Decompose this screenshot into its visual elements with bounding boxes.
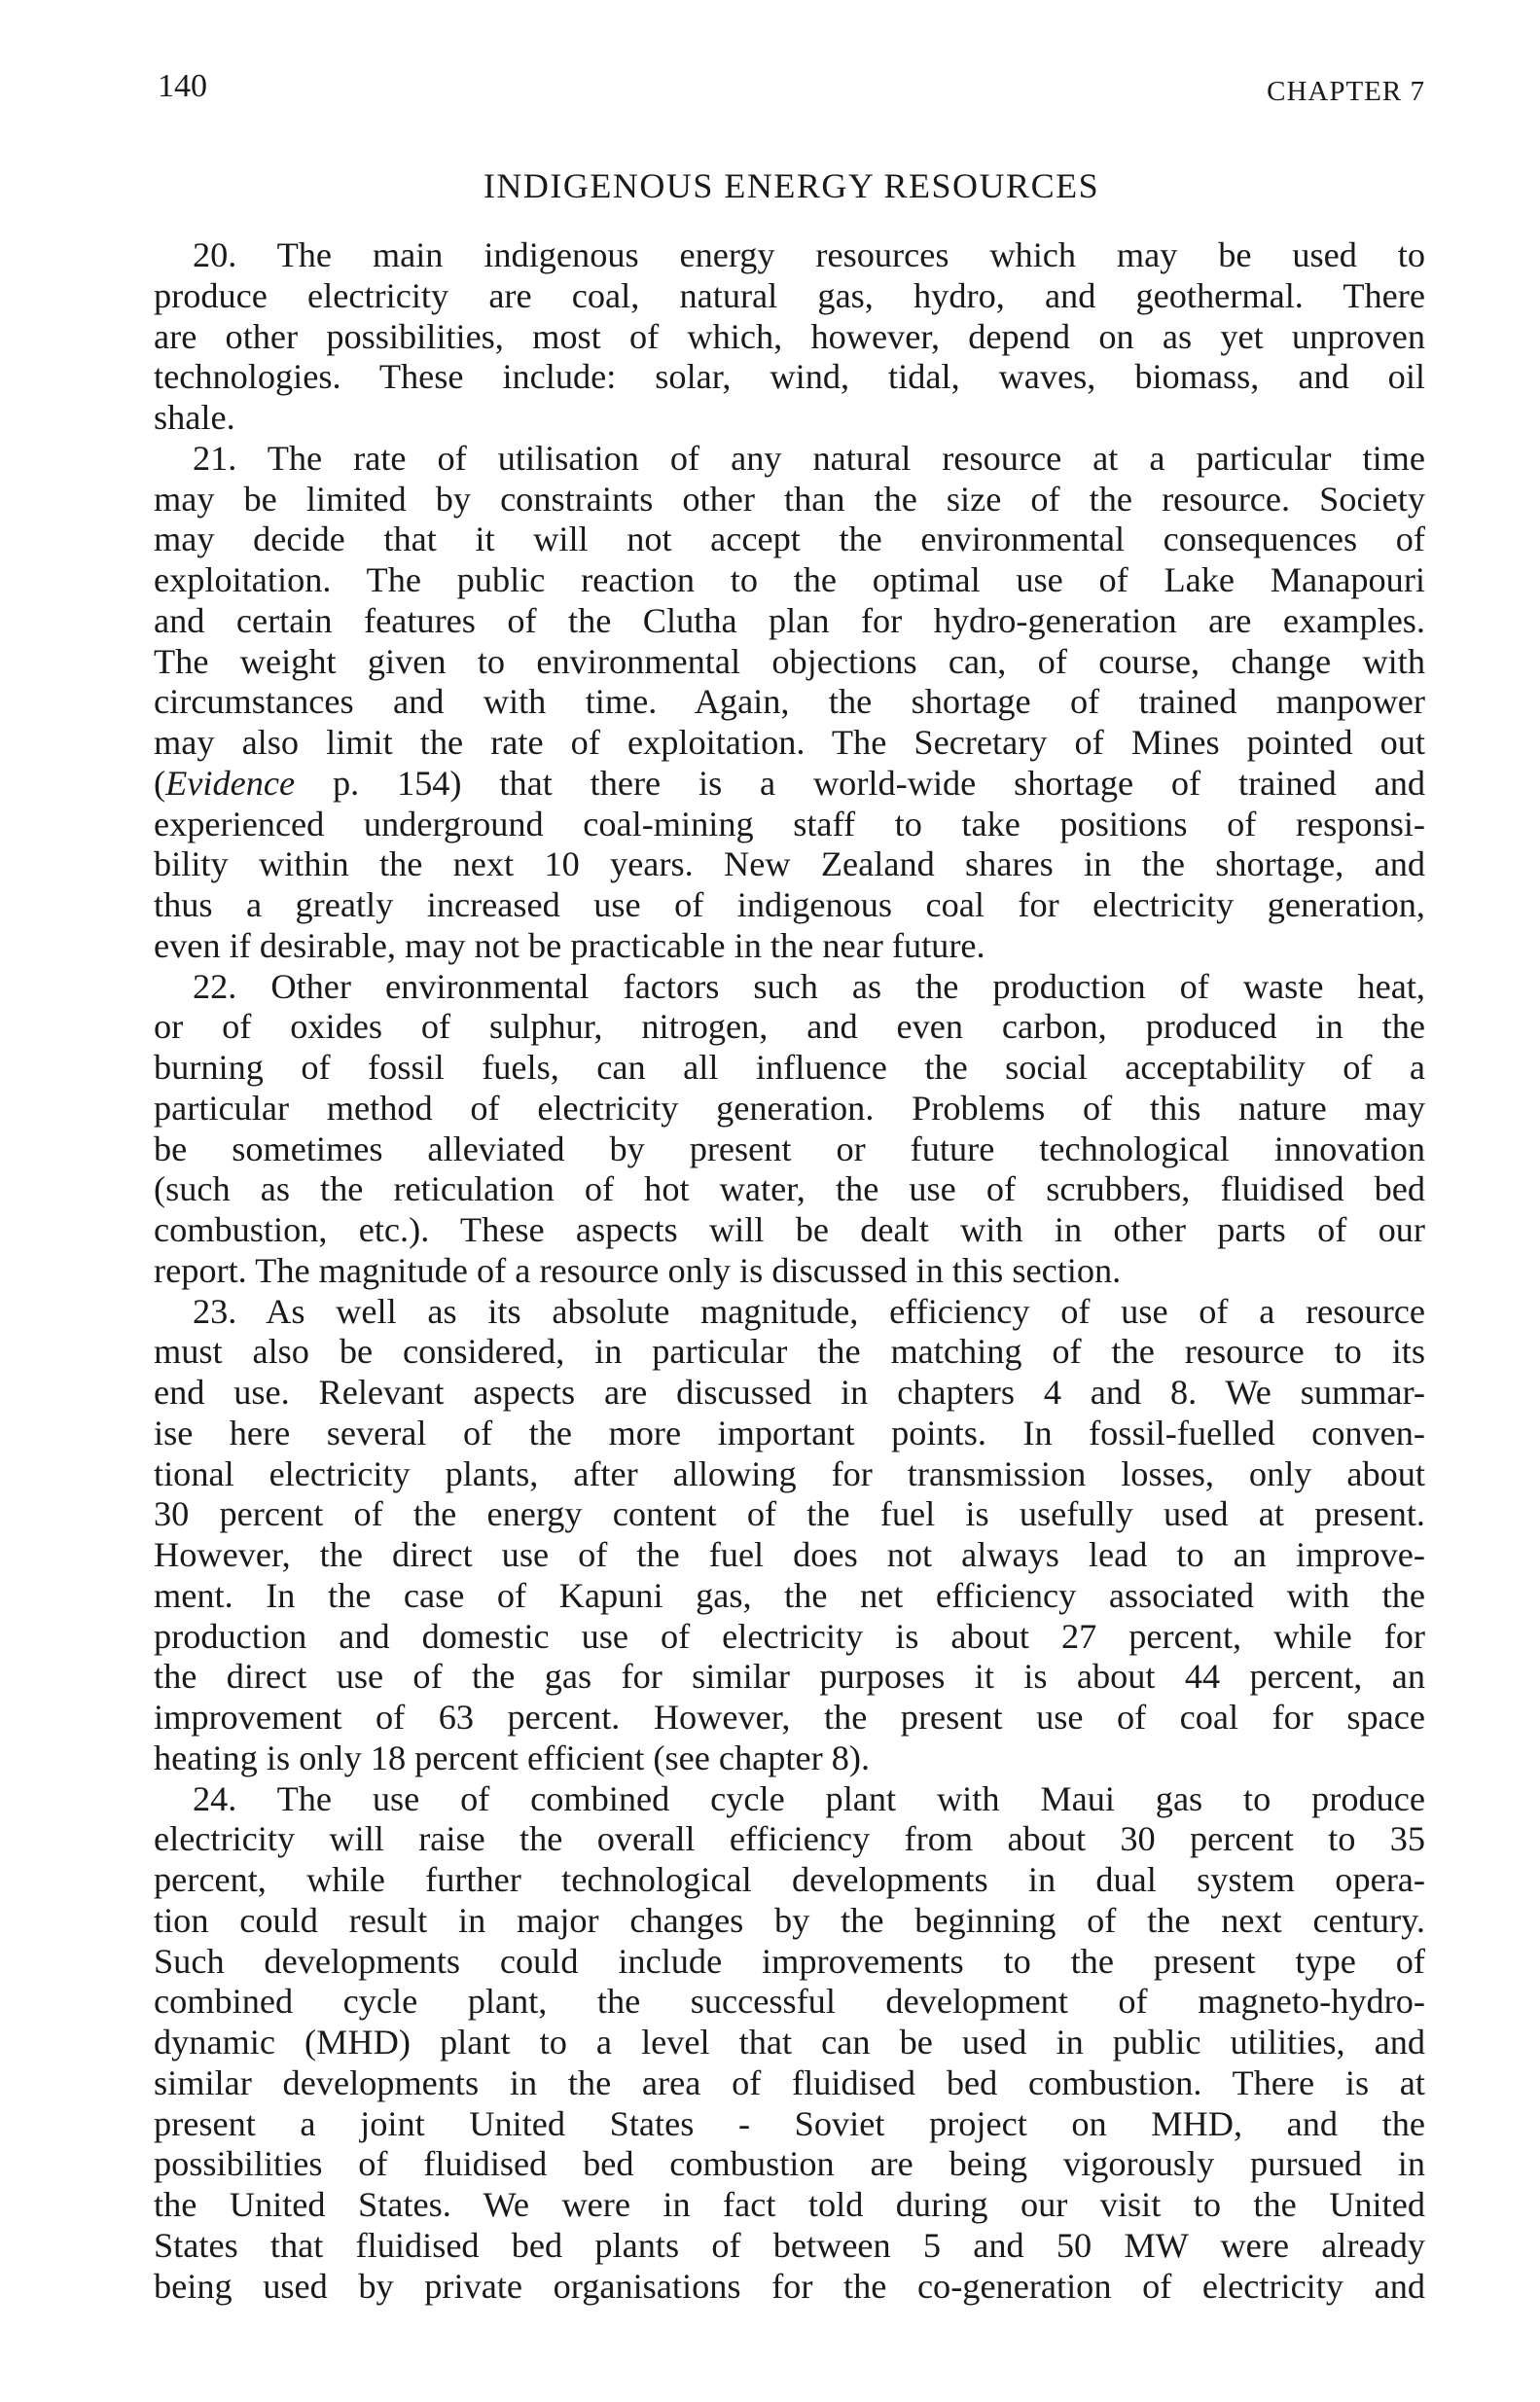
section-title: INDIGENOUS ENERGY RESOURCES — [483, 166, 1100, 205]
paragraph-line: combustion, etc.). These aspects will be dealt with in other parts of our — [154, 1210, 1425, 1249]
paragraph-line: exploitation. The public reaction to the optimal use of Lake Manapouri — [154, 560, 1425, 599]
paragraph-line: (Evidence p. 154) that there is a world-wide shortage of trained and — [154, 763, 1425, 803]
paragraph-line: or of oxides of sulphur, nitrogen, and even carbon, produced in the — [154, 1007, 1425, 1047]
paragraph-line: thus a greatly increased use of indigenous coal for electricity generation, — [154, 885, 1425, 924]
paragraph-line: ment. In the case of Kapuni gas, the net efficiency associated with the — [154, 1575, 1425, 1615]
paragraph-line: are other possibilities, most of which, however, depend on as yet unproven — [154, 316, 1425, 356]
paragraph-number: 20. — [193, 235, 237, 274]
paragraph-line: may decide that it will not accept the environmental consequences of — [154, 520, 1425, 559]
paragraph-line: burning of fossil fuels, can all influence the social acceptability of a — [154, 1048, 1425, 1087]
evidence-citation: Evidence — [165, 763, 296, 803]
paragraph-line: ise here several of the more important points. In fossil-fuelled conven- — [154, 1413, 1425, 1452]
paragraph-number: 24. — [193, 1778, 237, 1818]
paragraph-number: 22. — [193, 966, 237, 1006]
paragraph-line: States that fluidised bed plants of between 5 and 50 MW were already — [154, 2225, 1425, 2265]
paragraph-line: production and domestic use of electricity is about 27 percent, while for — [154, 1616, 1425, 1656]
paragraph-line: must also be considered, in particular the matching of the resource to its — [154, 1332, 1425, 1372]
paragraph-line: circumstances and with time. Again, the shortage of trained manpower — [154, 682, 1425, 722]
paragraph-line: present a joint United States - Soviet project on MHD, and the — [154, 2103, 1425, 2143]
paragraph-line: may be limited by constraints other than the size of the resource. Society — [154, 479, 1425, 519]
paragraph-line: The weight given to environmental objections can, of course, change with — [154, 641, 1425, 681]
paragraph-line: shale. — [154, 398, 235, 437]
paragraph-line: 30 percent of the energy content of the fuel is usefully used at present. — [154, 1494, 1425, 1534]
paragraph-line: electricity will raise the overall efficiency from about 30 percent to 35 — [154, 1819, 1425, 1859]
paragraph-line: bility within the next 10 years. New Zealand shares in the shortage, and — [154, 844, 1425, 884]
paragraph-23 — [154, 1292, 1425, 1779]
paragraph-line: the direct use of the gas for similar purposes it is about 44 percent, an — [154, 1657, 1425, 1697]
chapter-label: CHAPTER 7 — [1267, 76, 1425, 107]
paragraph-line: produce electricity are coal, natural gas, hydro, and geothermal. There — [154, 275, 1425, 315]
paragraph-line: 24. The use of combined cycle plant with Maui gas to produce — [193, 1778, 1426, 1818]
paragraph-line: Such developments could include improvements to the present type of — [154, 1941, 1425, 1981]
paragraph-line: be sometimes alleviated by present or future technological innovation — [154, 1129, 1425, 1168]
paragraph-line: end use. Relevant aspects are discussed in chapters 4 and 8. We summar- — [154, 1373, 1425, 1412]
paragraph-line: particular method of electricity generation. Problems of this nature may — [154, 1088, 1425, 1128]
paragraph-line: may also limit the rate of exploitation. The Secretary of Mines pointed out — [154, 723, 1425, 762]
paragraph-24 — [154, 1779, 1425, 2308]
paragraph-line: being used by private organisations for the co-generation of electricity and — [154, 2266, 1425, 2306]
paragraph-line: experienced underground coal-mining staff to take positions of responsi- — [154, 804, 1425, 843]
paragraph-line: the United States. We were in fact told during our visit to the United — [154, 2185, 1425, 2224]
paragraph-line: dynamic (MHD) plant to a level that can be used in public utilities, and — [154, 2023, 1425, 2061]
paragraph-line: even if desirable, may not be practicable in the near future. — [154, 925, 985, 965]
paragraph-line: possibilities of fluidised bed combustion are being vigorously pursued in — [154, 2144, 1425, 2184]
paragraph-number: 21. — [193, 438, 237, 478]
paragraph-line: similar developments in the area of fluidised bed combustion. There is at — [154, 2062, 1425, 2102]
paragraph-line: report. The magnitude of a resource only is discussed in this section. — [154, 1250, 1122, 1290]
paragraph-line: tion could result in major changes by the beginning of the next century. — [154, 1900, 1425, 1940]
page-number: 140 — [158, 68, 207, 104]
paragraph-20 — [154, 235, 1425, 439]
page-header — [158, 68, 1425, 126]
paragraph-line: and certain features of the Clutha plan for hydro-generation are examples. — [154, 600, 1425, 640]
paragraph-line: tional electricity plants, after allowing for transmission losses, only about — [154, 1453, 1425, 1493]
paragraph-number: 23. — [193, 1291, 237, 1331]
paragraph-line: 23. As well as its absolute magnitude, efficiency of use of a resource — [193, 1291, 1426, 1331]
paragraph-line: However, the direct use of the fuel does not always lead to an improve- — [154, 1535, 1425, 1574]
body-text — [154, 235, 1425, 2307]
paragraph-21 — [154, 439, 1425, 967]
paragraph-22 — [154, 967, 1425, 1292]
paragraph-line: 22. Other environmental factors such as the production of waste heat, — [193, 966, 1425, 1006]
paragraph-line: (such as the reticulation of hot water, the use of scrubbers, fluidised bed — [154, 1169, 1425, 1209]
paragraph-line: heating is only 18 percent efficient (see chapter 8). — [154, 1738, 871, 1777]
paragraph-line: 21. The rate of utilisation of any natural resource at a particular time — [193, 438, 1426, 478]
paragraph-line: percent, while further technological developments in dual system opera- — [154, 1860, 1425, 1899]
paragraph-line: 20. The main indigenous energy resources which may be used to — [193, 235, 1426, 274]
paragraph-line: improvement of 63 percent. However, the present use of coal for space — [154, 1698, 1425, 1737]
paragraph-line: combined cycle plant, the successful development of magneto-hydro- — [154, 1982, 1425, 2022]
paragraph-line: technologies. These include: solar, wind, tidal, waves, biomass, and oil — [154, 357, 1425, 397]
